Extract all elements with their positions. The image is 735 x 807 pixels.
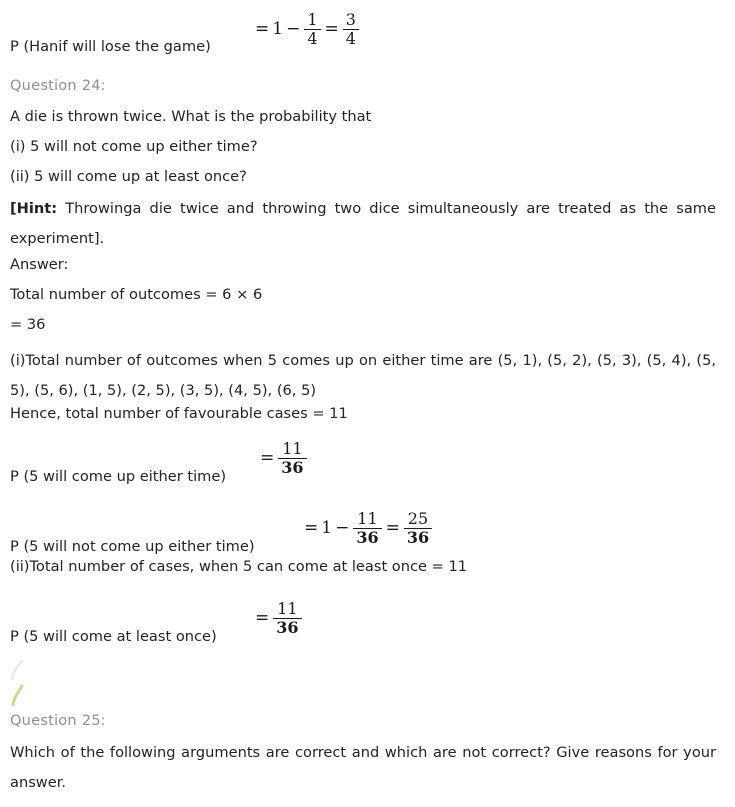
fraction-numerator: 3 (345, 10, 356, 29)
equation-hanif (253, 12, 361, 47)
question-24-part-i: (i) 5 will not come up either time? (10, 138, 258, 155)
probability-statement-not-either-time (10, 510, 716, 556)
probability-label: P (5 will come at least once) (10, 628, 217, 645)
favourable-outcomes-list (10, 346, 716, 406)
scan-artifact-mark-lower (8, 684, 28, 708)
question-25-heading: Question 25: (10, 712, 106, 729)
operand-one: 1 (321, 518, 333, 538)
probability-statement-at-least-once (10, 600, 716, 646)
fraction-numerator: 11 (277, 599, 298, 618)
favourable-outcomes-text: (i)Total number of outcomes when 5 comes up on either time are (5, 1), (5, 2), (5, 3), (5, 4), (5, 5), (5, 6), (1, 5), (2, 5), (3, 5), (4, 5), (6, 5) (10, 352, 716, 399)
fraction-three-fourths (343, 12, 359, 47)
probability-label: P (5 will not come up either time) (10, 538, 255, 555)
equation-at-least-once (253, 601, 304, 636)
question-25-prompt-text: Which of the following arguments are correct and which are not correct? Give reasons for your answer. (10, 744, 716, 791)
probability-label: P (Hanif will lose the game) (10, 38, 211, 55)
probability-label: P (5 will come up either time) (10, 468, 227, 485)
fraction-one-fourth (304, 12, 320, 47)
question-24-hint (10, 194, 716, 254)
hint-body: Throwinga die twice and throwing two dice simultaneously are treated as the same experiment]. (10, 200, 716, 247)
favourable-cases-count: Hence, total number of favourable cases = 11 (10, 405, 348, 422)
equals-sign: = (255, 608, 270, 628)
hint-label: [Hint: (10, 200, 58, 217)
total-outcomes-line: Total number of outcomes = 6 × 6 (10, 286, 263, 303)
fraction-numerator: 25 (407, 509, 429, 528)
equation-not-either-time (302, 511, 434, 546)
total-outcomes-value: = 36 (10, 316, 46, 333)
fraction-twentyfive-thirtysixths (404, 511, 432, 546)
equals-sign: = (255, 19, 270, 39)
scan-artifact-mark-upper (8, 660, 26, 682)
equals-sign-2: = (324, 19, 339, 39)
fraction-denominator: 36 (406, 528, 430, 547)
question-24-prompt: A die is thrown twice. What is the probability that (10, 108, 372, 125)
fraction-denominator: 4 (307, 29, 318, 48)
part-ii-cases-line: (ii)Total number of cases, when 5 can come at least once = 11 (10, 558, 468, 575)
equals-sign-2: = (385, 518, 400, 538)
fraction-eleven-thirtysixths (273, 601, 301, 636)
fraction-numerator: 11 (357, 509, 378, 528)
probability-statement-either-time (10, 440, 716, 486)
fraction-eleven-thirtysixths (353, 511, 381, 546)
fraction-denominator: 4 (345, 29, 356, 48)
minus-sign: − (286, 19, 301, 39)
question-24-part-ii: (ii) 5 will come up at least once? (10, 168, 247, 185)
fraction-numerator: 11 (282, 439, 303, 458)
fraction-numerator: 1 (307, 10, 318, 29)
fraction-eleven-thirtysixths (278, 441, 306, 476)
fraction-denominator: 36 (356, 528, 379, 547)
equals-sign: = (304, 518, 319, 538)
equation-either-time (258, 441, 309, 476)
fraction-denominator: 36 (276, 618, 299, 637)
operand-one: 1 (272, 19, 284, 39)
fraction-denominator: 36 (281, 458, 304, 477)
minus-sign: − (335, 518, 350, 538)
question-25-prompt (10, 738, 716, 798)
probability-statement-hanif (10, 10, 716, 56)
answer-label: Answer: (10, 256, 69, 273)
equals-sign: = (260, 448, 275, 468)
question-24-heading: Question 24: (10, 77, 106, 94)
